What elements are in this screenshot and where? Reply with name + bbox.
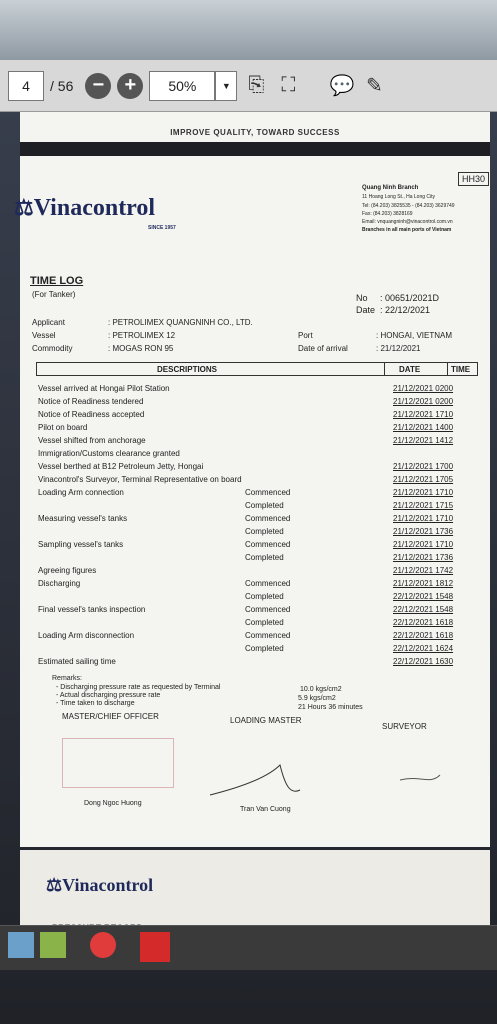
- remark-2-value: 5.9 kgs/cm2: [298, 695, 336, 702]
- row-datetime: 21/12/2021 1400: [393, 423, 454, 432]
- table-header: [36, 362, 478, 376]
- page-total: / 56: [50, 77, 74, 94]
- sig-surveyor-label: SURVEYOR: [382, 722, 427, 731]
- date-label: Date: [356, 305, 376, 315]
- taskbar-app-icon[interactable]: [90, 932, 116, 958]
- arrival-label: Date of arrival: [298, 344, 348, 353]
- zoom-in-icon[interactable]: +: [117, 73, 143, 99]
- row-status: Commenced: [245, 488, 291, 497]
- row-status: Commenced: [245, 514, 291, 523]
- fullscreen-icon[interactable]: ⛶: [281, 74, 296, 96]
- row-datetime: 21/12/2021 1742: [393, 566, 454, 575]
- row-datetime: 21/12/2021 1700: [393, 462, 454, 471]
- zoom-select[interactable]: [149, 71, 237, 101]
- row-status: Commenced: [245, 540, 291, 549]
- row-datetime: 21/12/2021 1710: [393, 514, 454, 523]
- row-label: Final vessel's tanks inspection: [38, 605, 146, 614]
- row-datetime: 21/12/2021 1710: [393, 540, 454, 549]
- pdf-reader-icon[interactable]: [140, 932, 170, 962]
- col-time: TIME: [451, 365, 471, 374]
- name-master: Dong Ngoc Huong: [84, 800, 142, 807]
- remarks-title: Remarks:: [52, 675, 82, 682]
- row-datetime: 22/12/2021 1630: [393, 657, 454, 666]
- row-label: Pilot on board: [38, 423, 88, 432]
- taskbar: [0, 925, 497, 970]
- commodity-value: : MOGAS RON 95: [108, 344, 174, 353]
- name-loading: Tran Van Cuong: [240, 806, 291, 813]
- col-date: DATE: [399, 365, 421, 374]
- branch-tel: Tel: (84.203) 3825535 - (84.203) 3629749: [362, 203, 455, 209]
- row-label: Immigration/Customs clearance granted: [38, 449, 180, 458]
- fit-page-icon[interactable]: ⎘: [248, 74, 265, 96]
- row-status: Commenced: [245, 579, 291, 588]
- branch-title: Quang Ninh Branch: [362, 185, 419, 191]
- row-datetime: 21/12/2021 1736: [393, 527, 454, 536]
- row-status: Commenced: [245, 605, 291, 614]
- sig-loading-label: LOADING MASTER: [230, 716, 302, 725]
- row-label: Loading Arm connection: [38, 488, 124, 497]
- taskbar-app-icon[interactable]: [40, 932, 66, 958]
- no-label: No: [356, 293, 368, 303]
- row-datetime: 21/12/2021 1710: [393, 410, 454, 419]
- doc-subtitle: (For Tanker): [32, 290, 76, 299]
- port-label: Port: [298, 331, 313, 340]
- dropdown-icon[interactable]: ▼: [215, 71, 237, 101]
- row-label: Vinacontrol's Surveyor, Terminal Representative on board: [38, 475, 242, 484]
- page-separator: [20, 142, 490, 156]
- row-status: Completed: [245, 527, 284, 536]
- vessel-label: Vessel: [32, 331, 56, 340]
- zoom-out-icon[interactable]: −: [85, 73, 111, 99]
- row-datetime: 21/12/2021 1715: [393, 501, 454, 510]
- row-datetime: 22/12/2021 1548: [393, 592, 454, 601]
- remark-1: - Discharging pressure rate as requested by Terminal: [56, 684, 221, 691]
- remark-2: - Actual discharging pressure rate: [56, 692, 161, 699]
- comment-icon[interactable]: 💬: [329, 75, 355, 97]
- page-banner: IMPROVE QUALITY, TOWARD SUCCESS: [170, 127, 340, 137]
- zoom-value[interactable]: 50%: [149, 71, 215, 101]
- page-number-input[interactable]: 4: [8, 71, 44, 101]
- row-datetime: 22/12/2021 1618: [393, 618, 454, 627]
- ship-stamp: [62, 738, 174, 788]
- row-label: Agreeing figures: [38, 566, 97, 575]
- logo-mark-icon: ⚖: [14, 195, 34, 220]
- branch-ports: Branches in all main ports of Vietnam: [362, 227, 452, 233]
- remark-3: - Time taken to discharge: [56, 700, 135, 707]
- logo-since: SINCE 1957: [148, 225, 176, 231]
- row-datetime: 21/12/2021 1812: [393, 579, 454, 588]
- row-label: Vessel arrived at Hongai Pilot Station: [38, 384, 170, 393]
- company-logo: ⚖Vinacontrol: [14, 195, 156, 221]
- doc-title: TIME LOG: [30, 275, 84, 287]
- row-datetime: 22/12/2021 1618: [393, 631, 454, 640]
- row-status: Completed: [245, 592, 284, 601]
- lower-logo: ⚖Vinacontrol: [46, 875, 154, 895]
- applicant-value: : PETROLIMEX QUANGNINH CO., LTD.: [108, 318, 253, 327]
- date-value: : 22/12/2021: [380, 305, 431, 315]
- taskbar-app-icon[interactable]: [8, 932, 34, 958]
- branch-address: 11 Hoang Long St., Ha Long City: [362, 194, 436, 200]
- row-label: Vessel berthed at B12 Petroleum Jetty, Hongai: [38, 462, 204, 471]
- form-code: HH30: [458, 172, 489, 186]
- row-status: Completed: [245, 618, 284, 627]
- commodity-label: Commodity: [32, 344, 73, 353]
- row-label: Sampling vessel's tanks: [38, 540, 124, 549]
- row-datetime: 22/12/2021 1624: [393, 644, 454, 653]
- row-status: Completed: [245, 644, 284, 653]
- row-label: Discharging: [38, 579, 81, 588]
- arrival-value: : 21/12/2021: [376, 344, 421, 353]
- row-label: Notice of Readiness tendered: [38, 397, 144, 406]
- row-label: Notice of Readiness accepted: [38, 410, 145, 419]
- row-datetime: 21/12/2021 0200: [393, 384, 454, 393]
- pdf-toolbar: [0, 60, 497, 112]
- remark-1-value: 10.0 kgs/cm2: [300, 686, 342, 693]
- row-datetime: 21/12/2021 1412: [393, 436, 454, 445]
- row-label: Vessel shifted from anchorage: [38, 436, 146, 445]
- branch-fax: Fax: (84.203) 3828169: [362, 211, 413, 217]
- port-value: : HONGAI, VIETNAM: [376, 331, 453, 340]
- vessel-value: : PETROLIMEX 12: [108, 331, 176, 340]
- window-top-area: [0, 0, 497, 60]
- remark-3-value: 21 Hours 36 minutes: [298, 704, 363, 711]
- row-status: Completed: [245, 501, 284, 510]
- row-datetime: 22/12/2021 1548: [393, 605, 454, 614]
- sig-master-label: MASTER/CHIEF OFFICER: [62, 712, 159, 721]
- branch-email: Email: vnquangninh@vinacontrol.com.vn: [362, 219, 453, 225]
- lower-logo-mark-icon: ⚖: [46, 875, 63, 895]
- row-datetime: 21/12/2021 1736: [393, 553, 454, 562]
- row-datetime: 21/12/2021 0200: [393, 397, 454, 406]
- applicant-label: Applicant: [32, 318, 65, 327]
- row-datetime: 21/12/2021 1710: [393, 488, 454, 497]
- col-descriptions: DESCRIPTIONS: [157, 365, 218, 374]
- row-status: Commenced: [245, 631, 291, 640]
- row-status: Completed: [245, 553, 284, 562]
- row-datetime: 21/12/2021 1705: [393, 475, 454, 484]
- row-label: Measuring vessel's tanks: [38, 514, 128, 523]
- highlight-icon[interactable]: ✎: [365, 75, 383, 97]
- signatures: [190, 755, 470, 815]
- row-label: Estimated sailing time: [38, 657, 116, 666]
- row-label: Loading Arm disconnection: [38, 631, 135, 640]
- no-value: : 00651/2021D: [380, 293, 440, 303]
